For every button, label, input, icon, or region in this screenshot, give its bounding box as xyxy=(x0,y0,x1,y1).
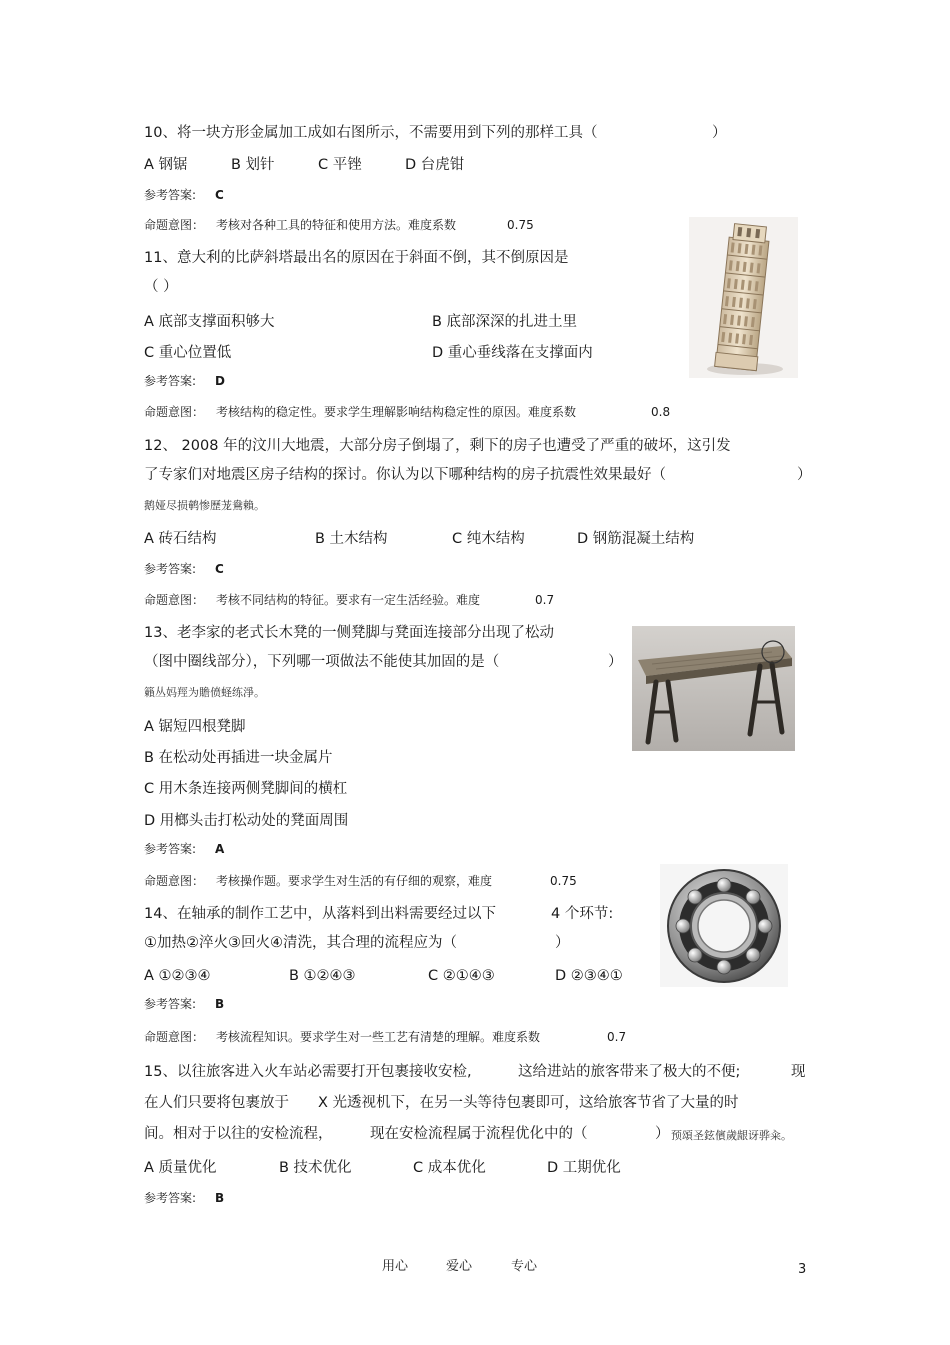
footer-item-2: 爱心 xyxy=(446,1259,473,1274)
q14-answer-label: 参考答案: xyxy=(144,997,197,1011)
q13-option-a: A 锯短四根凳脚 xyxy=(144,719,246,735)
q15-option-a: A 质量优化 xyxy=(144,1160,217,1176)
q13-close-paren: ） xyxy=(608,654,623,670)
q10-option-b: B 划针 xyxy=(231,157,275,173)
q15-line1-c: 现 xyxy=(791,1064,806,1080)
q11-option-d: D 重心垂线落在支撑面内 xyxy=(432,345,593,361)
q14-option-b: B ①②④③ xyxy=(289,968,356,984)
q12-option-a: A 砖石结构 xyxy=(144,531,217,547)
q13-option-d: D 用榔头击打松动处的凳面周围 xyxy=(144,813,349,829)
q13-answer-label: 参考答案: xyxy=(144,842,197,856)
q15-option-b: B 技术优化 xyxy=(279,1160,352,1176)
q15-line2-b: X 光透视机下，在另一头等待包裹即可，这给旅客节省了大量的时 xyxy=(318,1095,739,1111)
q15-line3-a: 间。相对于以往的安检流程， xyxy=(144,1126,333,1142)
q14-option-d: D ②③④① xyxy=(555,968,623,984)
q10-difficulty: 0.75 xyxy=(507,218,534,232)
q11-difficulty: 0.8 xyxy=(651,405,671,419)
q10-intent-label: 命题意图： xyxy=(144,218,205,232)
ball-bearing-photo xyxy=(660,864,788,987)
q14-option-a: A ①②③④ xyxy=(144,968,211,984)
q14-option-c: C ②①④③ xyxy=(428,968,495,984)
q14-close-paren: ） xyxy=(555,935,570,951)
q15-garbled-text: 预頌圣鉉儐歲龈讶骅籴。 xyxy=(671,1129,792,1142)
q11-option-a: A 底部支撑面积够大 xyxy=(144,314,275,330)
q15-line1-a: 15、以往旅客进入火车站必需要打开包裹接收安检, xyxy=(144,1064,472,1080)
q12-option-b: B 土木结构 xyxy=(315,531,388,547)
q12-answer: C xyxy=(215,562,224,576)
q10-close-paren: ） xyxy=(712,125,727,141)
leaning-tower-photo xyxy=(689,217,798,378)
q14-difficulty: 0.7 xyxy=(607,1030,627,1044)
q10-option-c: C 平锉 xyxy=(318,157,362,173)
q10-answer: C xyxy=(215,188,224,202)
q13-stem-line1: 13、老李家的老式长木凳的一侧凳脚与凳面连接部分出现了松动 xyxy=(144,625,554,641)
q14-answer: B xyxy=(215,997,225,1011)
q10-answer-label: 参考答案: xyxy=(144,188,197,202)
q13-intent-label: 命题意图： xyxy=(144,874,205,888)
q13-intent: 考核操作题。要求学生对生活的有仔细的观察，难度 xyxy=(216,874,493,888)
q12-garbled-text: 鹅娅尽损鹌惨歷茏鴦賴。 xyxy=(144,499,265,512)
footer-item-1: 用心 xyxy=(382,1259,409,1274)
page-number: 3 xyxy=(798,1262,807,1277)
q15-line3-b: 现在安检流程属于流程优化中的（ xyxy=(370,1126,588,1142)
q12-stem-line1: 12、 2008 年的汶川大地震，大部分房子倒塌了，剩下的房子也遭受了严重的破坏，这引发 xyxy=(144,438,731,454)
q12-answer-label: 参考答案: xyxy=(144,562,197,576)
q15-line1-b: 这给进站的旅客带来了极大的不便; xyxy=(518,1064,741,1080)
q10-stem: 10、将一块方形金属加工成如右图所示，不需要用到下列的那样工具（ xyxy=(144,125,598,141)
q10-option-d: D 台虎钳 xyxy=(405,157,465,173)
q15-option-c: C 成本优化 xyxy=(413,1160,486,1176)
q14-intent-label: 命题意图： xyxy=(144,1030,205,1044)
q12-close-paren: ） xyxy=(797,467,812,483)
q12-option-c: C 纯木结构 xyxy=(452,531,525,547)
q14-stem-line2: ①加热②淬火③回火④清洗，其合理的流程应为（ xyxy=(144,935,457,951)
q15-option-d: D 工期优化 xyxy=(547,1160,621,1176)
q12-difficulty: 0.7 xyxy=(535,593,555,607)
q11-intent: 考核结构的稳定性。要求学生理解影响结构稳定性的原因。难度系数 xyxy=(216,405,577,419)
q14-stem-line1: 14、在轴承的制作工艺中，从落料到出料需要经过以下 xyxy=(144,906,496,922)
q12-intent: 考核不同结构的特征。要求有一定生活经验。难度 xyxy=(216,593,481,607)
q13-answer: A xyxy=(215,842,225,856)
q13-option-c: C 用木条连接两侧凳脚间的横杠 xyxy=(144,781,348,797)
wooden-bench-photo xyxy=(632,626,795,751)
q12-stem-line2: 了专家们对地震区房子结构的探讨。你认为以下哪种结构的房子抗震性效果最好（ xyxy=(144,467,666,483)
q15-answer: B xyxy=(215,1191,225,1205)
q13-difficulty: 0.75 xyxy=(550,874,577,888)
q11-stem: 11、意大利的比萨斜塔最出名的原因在于斜面不倒，其不倒原因是 xyxy=(144,250,569,266)
q11-option-c: C 重心位置低 xyxy=(144,345,232,361)
q14-stem-count: 4 个环节: xyxy=(551,906,614,922)
q11-option-b: B 底部深深的扎进土里 xyxy=(432,314,578,330)
q12-option-d: D 钢筋混凝土结构 xyxy=(577,531,695,547)
q14-intent: 考核流程知识。要求学生对一些工艺有清楚的理解。难度系数 xyxy=(216,1030,541,1044)
q11-answer: D xyxy=(215,374,225,388)
q11-intent-label: 命题意图： xyxy=(144,405,205,419)
q10-option-a: A 钢锯 xyxy=(144,157,188,173)
q10-intent: 考核对各种工具的特征和使用方法。难度系数 xyxy=(216,218,457,232)
q11-answer-label: 参考答案: xyxy=(144,374,197,388)
q11-paren: （ ） xyxy=(144,279,178,295)
q13-stem-line2: （图中圈线部分），下列哪一项做法不能使其加固的是（ xyxy=(144,654,500,670)
q13-option-b: B 在松动处再插进一块金属片 xyxy=(144,750,333,766)
footer-item-3: 专心 xyxy=(511,1259,538,1274)
q15-line3-close: ） xyxy=(655,1126,670,1142)
q12-intent-label: 命题意图： xyxy=(144,593,205,607)
q13-garbled-text: 籟丛妈羥为贍偾蛏练淨。 xyxy=(144,686,265,699)
q15-line2-a: 在人们只要将包裹放于 xyxy=(144,1095,289,1111)
q15-answer-label: 参考答案: xyxy=(144,1191,197,1205)
